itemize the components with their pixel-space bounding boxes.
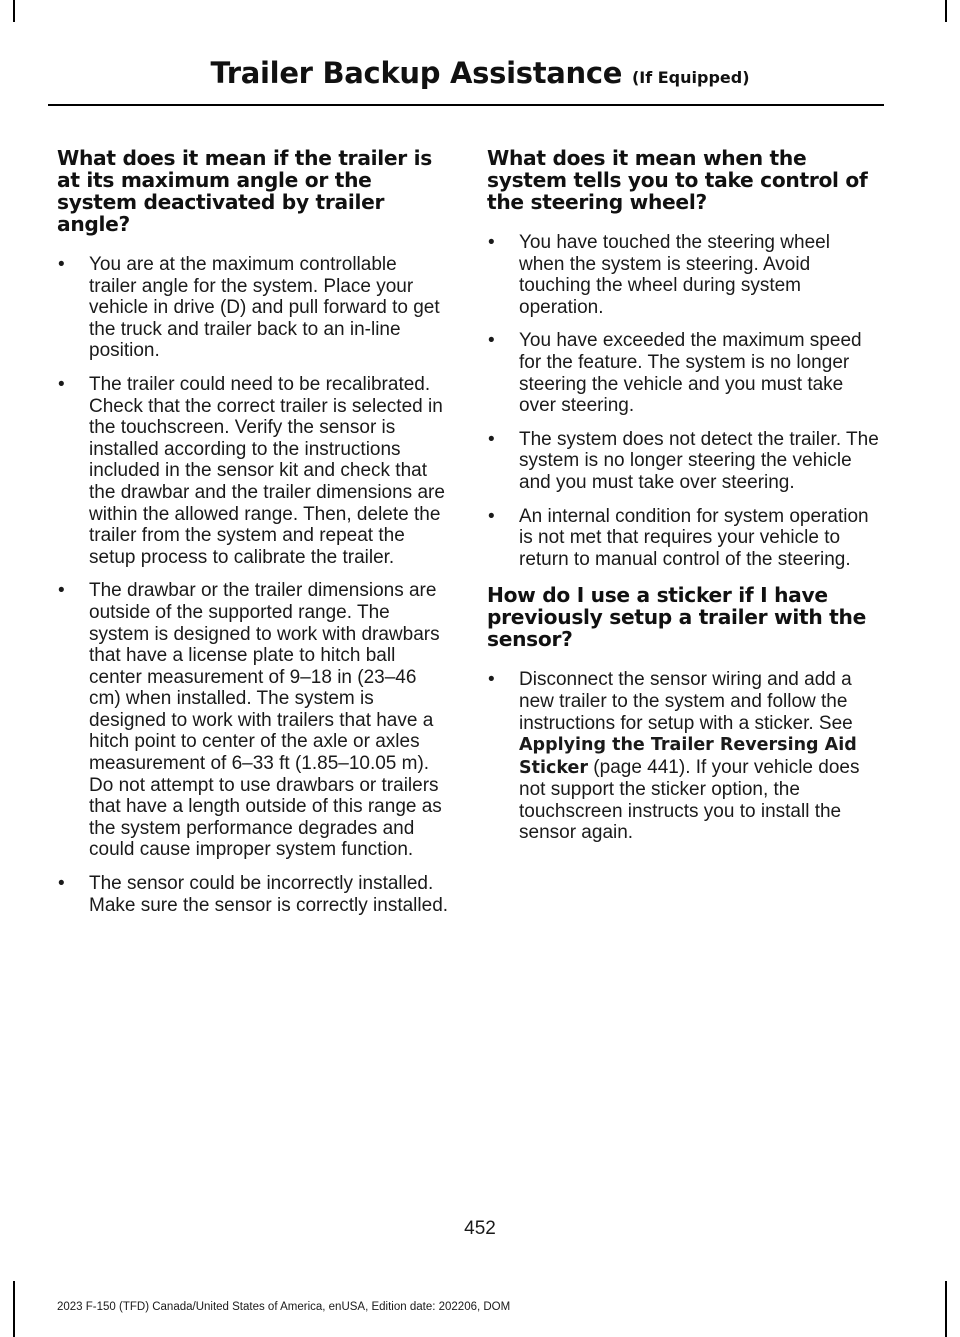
page-number: 452 (464, 1218, 496, 1239)
cross-reference-link[interactable]: Applying the Trailer Reversing Aid Sticker (519, 735, 857, 778)
cross-reference-page: (page 441). (588, 756, 691, 778)
list-item-text: An internal condition for system operation is not met that requires your vehicle to return to manual control of the steering. (519, 505, 869, 570)
list-item (57, 580, 449, 861)
section-heading-max-angle: What does it mean if the trailer is at its maximum angle or the system deactivated by trailer angle? (57, 146, 432, 236)
page-title-qualifier: (If Equipped) (631, 68, 750, 87)
list-item-text: You are at the maximum controllable trailer angle for the system. Place your vehicle in drive (D) and pull forward to get the truck and trailer back to an in-line position. (89, 254, 440, 362)
page-title: Trailer Backup Assistance (210, 56, 623, 90)
list-item-text: You have touched the steering wheel when the system is steering. Avoid touching the wheel during system operation. (519, 232, 830, 318)
section-heading-take-control: What does it mean when the system tells you to take control of the steering wheel? (487, 146, 868, 214)
bullet-list-take-control (487, 232, 879, 570)
list-item (487, 669, 879, 844)
page-header (0, 56, 960, 90)
bullet-marker: • (488, 669, 495, 691)
right-column (487, 147, 879, 856)
bullet-marker: • (58, 580, 65, 602)
list-item (57, 873, 449, 916)
footer-edition-info: 2023 F-150 (TFD) Canada/United States of America, enUSA, Edition date: 202206, DOM (57, 1301, 511, 1313)
list-item (487, 330, 879, 416)
crop-mark-bottom-right (945, 1281, 947, 1337)
list-item-text: The sensor could be incorrectly installed. Make sure the sensor is correctly installed. (89, 873, 449, 916)
list-item-text: Disconnect the sensor wiring and add a new trailer to the system and follow the instructions for setup with a sticker. See (519, 669, 853, 734)
header-divider (48, 104, 884, 106)
section-heading-sticker: How do I use a sticker if I have previously setup a trailer with the sensor? (487, 583, 866, 652)
list-item (487, 506, 879, 571)
list-item-text-continued: If your vehicle does not support the sticker option, the touchscreen instructs you to install the sensor again. (519, 756, 860, 844)
bullet-marker: • (58, 873, 65, 895)
crop-mark-top-left (13, 0, 15, 22)
list-item (57, 374, 449, 568)
crop-mark-top-right (945, 0, 947, 22)
left-column (57, 147, 449, 928)
bullet-marker: • (58, 373, 65, 395)
bullet-list-max-angle (57, 254, 449, 916)
list-item-text: The drawbar or the trailer dimensions are outside of the supported range. The system is designed to work with drawbars that have a license plate to hitch ball center measurement of 9–18 in (23–46 cm) when installed. The system is designed to work with trailers that have a hitch point to center of the axle or axles measurement of 6–33 ft (1.85–10.05 m). Do not attempt to use drawbars or trailers that have a length outside of this range as the system performance degrades and could cause improper system function. (89, 580, 442, 861)
crop-mark-bottom-left (13, 1281, 15, 1337)
list-item (487, 232, 879, 318)
list-item-text: The trailer could need to be recalibrated. Check that the correct trailer is selected in the touchscreen. Verify the sensor is installed according to the instructions included in the sensor kit and check that the drawbar and the trailer dimensions are within the allowed range. Then, delete the trailer from the system and repeat the setup process to calibrate the trailer. (89, 373, 445, 568)
bullet-marker: • (488, 505, 495, 527)
list-item (57, 254, 449, 362)
list-item-text: The system does not detect the trailer. The system is no longer steering the vehicle and you must take over steering. (519, 428, 879, 493)
list-item (487, 429, 879, 494)
bullet-marker: • (58, 254, 65, 275)
bullet-marker: • (488, 330, 495, 352)
list-item-text: You have exceeded the maximum speed for the feature. The system is no longer steering the vehicle and you must take over steering. (519, 330, 862, 417)
bullet-marker: • (488, 232, 495, 253)
bullet-list-sticker (487, 669, 879, 844)
bullet-marker: • (488, 428, 495, 450)
